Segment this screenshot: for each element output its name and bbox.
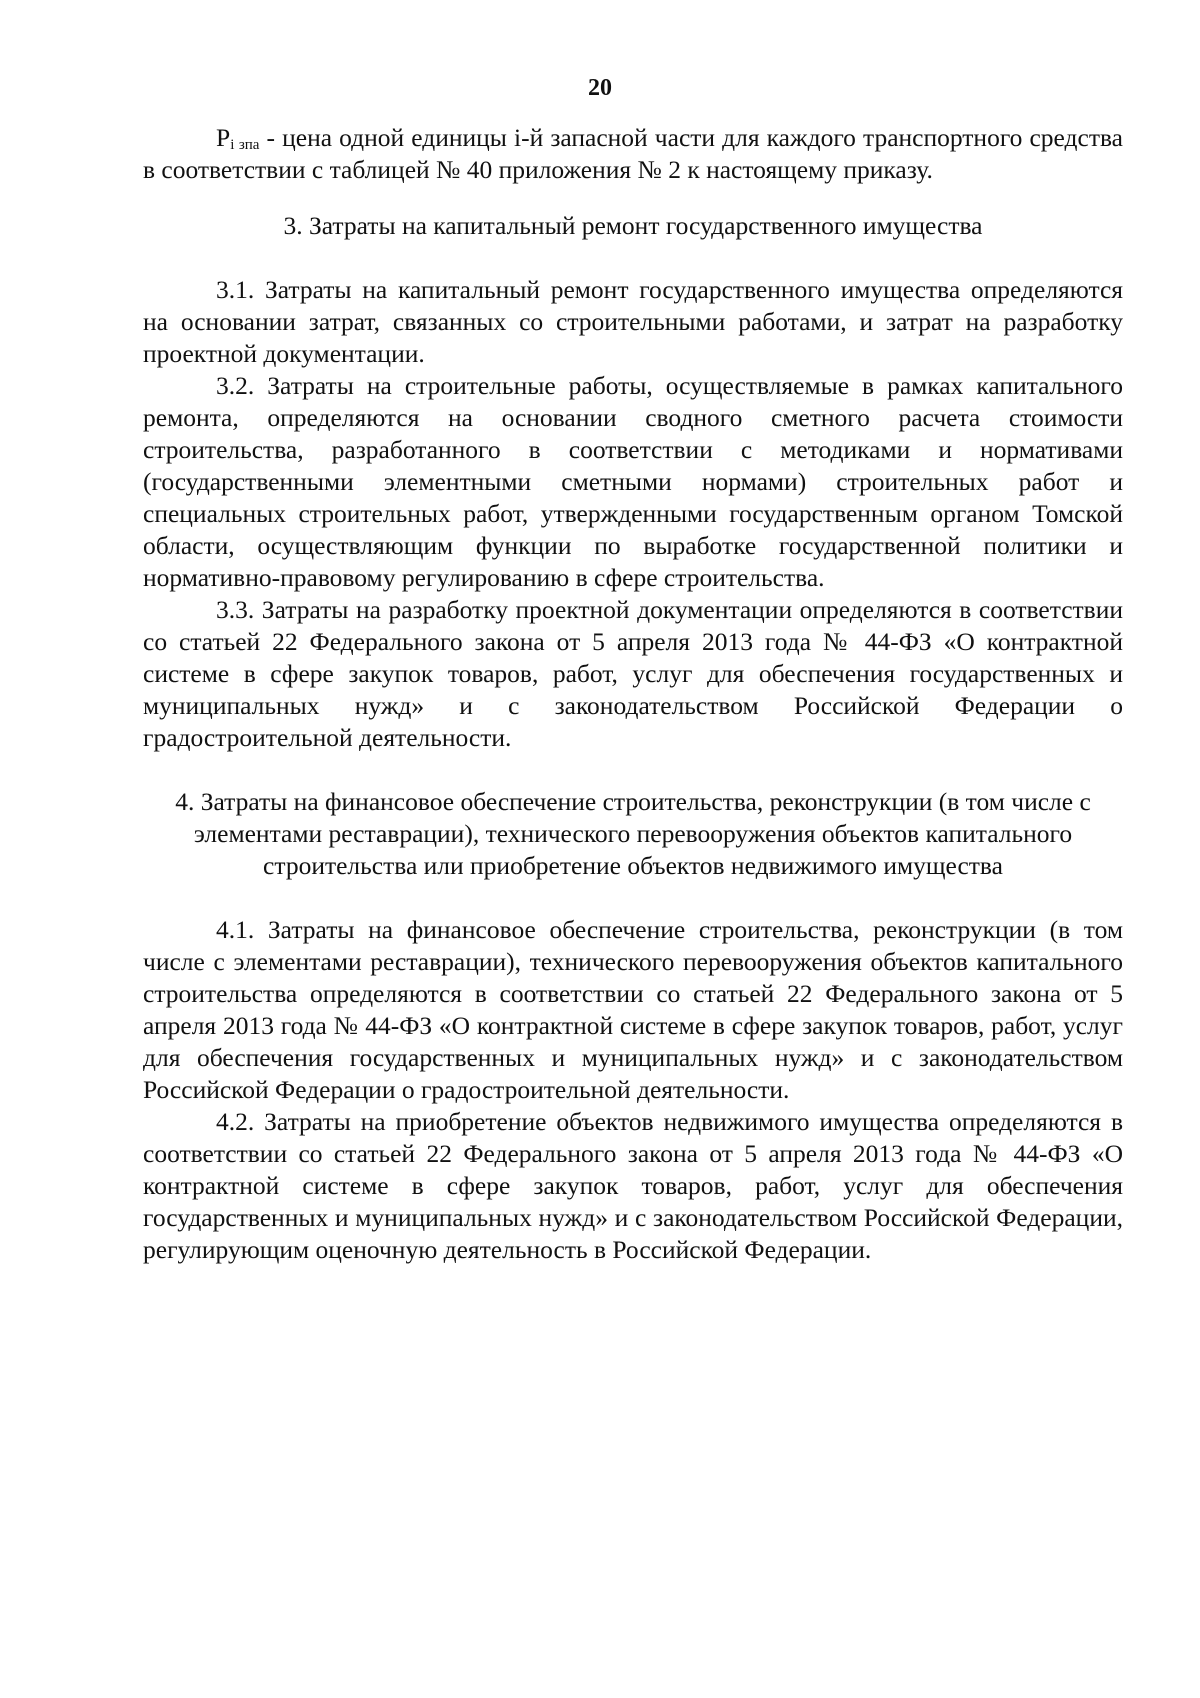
paragraph-3-3: 3.3. Затраты на разработку проектной документации определяются в соответствии со статьей 22 Федерального закона от 5 апреля 2013 года № 44-ФЗ «О контрактной системе в сфере закупок товаров, работ, услуг для обеспечения государственных и муниципальных нужд» и с законодательством Российской Федерации о градостроительной деятельности. xyxy=(143,595,1123,752)
paragraph-3-1: 3.1. Затраты на капитальный ремонт государственного имущества определяются на основании затрат, связанных со строительными работами, и затрат на разработку проектной документации. xyxy=(143,275,1123,368)
paragraph-4-2: 4.2. Затраты на приобретение объектов недвижимого имущества определяются в соответствии со статьей 22 Федерального закона от 5 апреля 2013 года № 44-ФЗ «О контрактной системе в сфере закупок товаров, работ, услуг для обеспечения государственных и муниципальных нужд» и с законодательством Российской Федерации, регулирующим оценочную деятельность в Российской Федерации. xyxy=(143,1107,1123,1264)
section-heading-4: 4. Затраты на финансовое обеспечение строительства, реконструкции (в том числе с элементами реставрации), технического перевооружения объектов капитального строительства или приобретение объектов недвижимого имущества xyxy=(175,787,1091,880)
variable-symbol: P xyxy=(216,123,231,152)
paragraph-4-1: 4.1. Затраты на финансовое обеспечение строительства, реконструкции (в том числе с элементами реставрации), технического перевооружения объектов капитального строительства определяются в соответствии со статьей 22 Федерального закона от 5 апреля 2013 года № 44-ФЗ «О контрактной системе в сфере закупок товаров, работ, услуг для обеспечения государственных и муниципальных нужд» и с законодательством Российской Федерации о градостроительной деятельности. xyxy=(143,915,1123,1104)
section-heading-3: 3. Затраты на капитальный ремонт государственного имущества xyxy=(283,211,983,240)
page-number: 20 xyxy=(588,75,612,101)
variable-subscript: i зпа xyxy=(230,137,260,153)
document-body xyxy=(143,122,1123,1266)
paragraph-text: - цена одной единицы i-й запасной части для каждого транспортного средства в соответствии с таблицей № 40 приложения № 2 к настоящему приказу. xyxy=(143,123,1123,184)
paragraph-price-definition xyxy=(143,122,1123,186)
paragraph-3-2: 3.2. Затраты на строительные работы, осуществляемые в рамках капитального ремонта, определяются на основании сводного сметного расчета стоимости строительства, разработанного в соответствии с методиками и нормативами (государственными элементными сметными нормами) строительных работ и специальных строительных работ, утвержденными государственным органом Томской области, осуществляющим функции по выработке государственной политики и нормативно-правовому регулированию в сфере строительства. xyxy=(143,371,1123,592)
